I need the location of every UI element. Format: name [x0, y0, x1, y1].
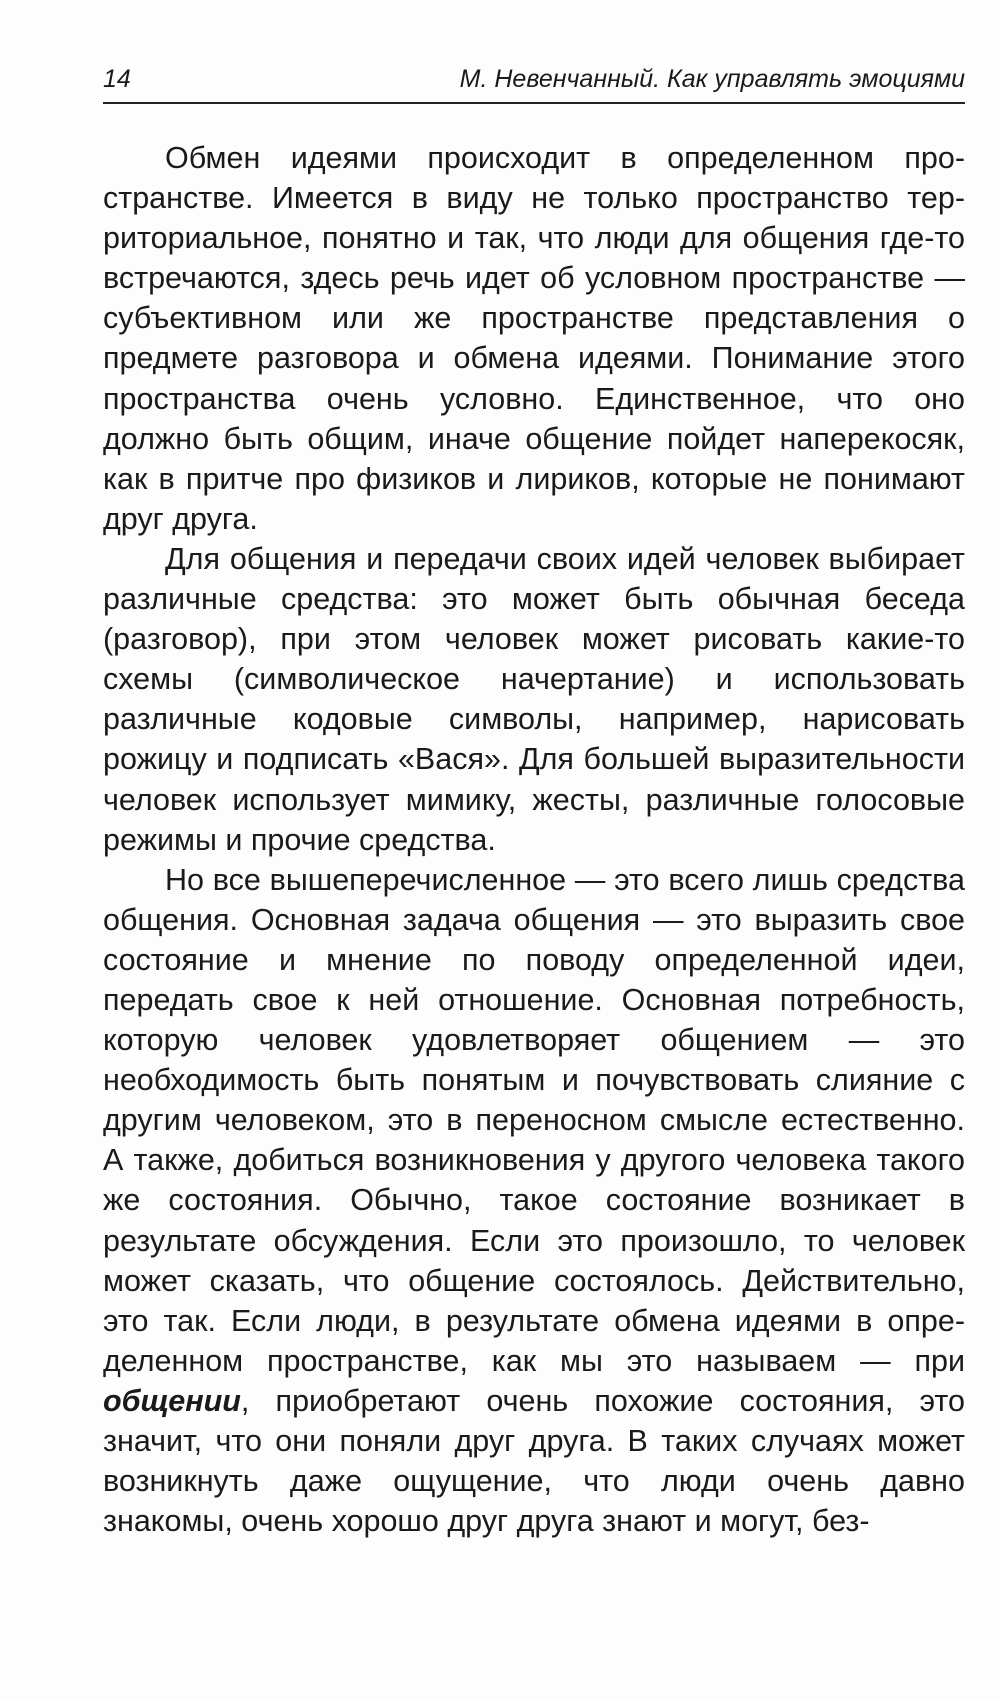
paragraph-1: Обмен идеями происходит в определенном пространстве. Имеется в виду не только пространство территориальное, понятно и так, что люди для общения где-то встречаются, здесь речь идет об условном пространстве — субъективном или же пространстве представления о предмете разговора и обмена идеями. Понимание этого пространства очень условно. Единственное, что оно должно быть общим, иначе общение пойдет наперекосяк, как в притче про физиков и лириков, которые не понимают друг друга.	[103, 141, 965, 536]
page-number: 14	[103, 65, 131, 93]
paragraph-3-text-end: , приобретают очень похожие состояния, это значит, что они поняли друг друга. В таких случаях может возникнуть даже ощущение, что люди очень давно знакомы, очень хорошо друг друга знают и могут, без-	[103, 1383, 965, 1539]
paragraph-3	[103, 860, 965, 1542]
text-body	[103, 138, 965, 1541]
header-rule	[103, 102, 965, 104]
paragraph-2: Для общения и передачи своих идей человек выбирает различные средства: это может быть обычная беседа (разговор), при этом человек может рисовать какие-то схемы (символическое начертание) и использовать различные кодовые символы, например, нарисовать рожицу и подписать «Вася». Для большей выразительности человек использует мимику, жесты, различные голосовые режимы и прочие средства.	[103, 541, 965, 857]
running-title: М. Невенчанный. Как управлять эмоциями	[459, 65, 965, 93]
emphasized-term: общении	[103, 1383, 241, 1418]
running-head	[103, 58, 965, 100]
paragraph-3-text-start: Но все вышеперечисленное — это всего лишь средства общения. Основная задача общения — это выразить свое состояние и мнение по поводу определенной идеи, передать свое к ней отношение. Основная потребность, которую человек удовлетворяет общением — это необходимость быть понятым и почувствовать слияние с другим человеком, это в переносном смысле естественно. А также, добиться возникновения у другого человека такого же состояния. Обычно, такое состояние возникает в результате обсуждения. Если это произошло, то человек может сказать, что общение состоялось. Действительно, это так. Если люди, в результате обмена идеями в определенном пространстве, как мы это называем — при	[103, 862, 965, 1378]
